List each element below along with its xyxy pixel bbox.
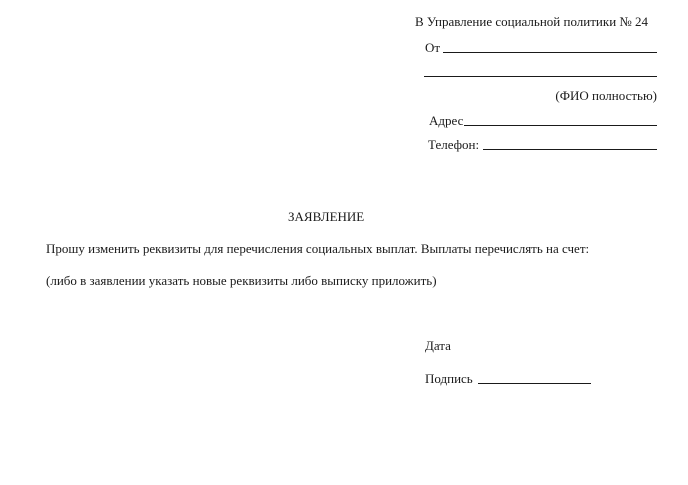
date-label: Дата: [425, 338, 451, 353]
note-text: (либо в заявлении указать новые реквизиты либо выписку приложить): [46, 273, 437, 288]
signature-blank-line: [478, 383, 591, 384]
from-blank-line: [443, 52, 657, 53]
fio-note: (ФИО полностью): [555, 88, 657, 103]
document-title: ЗАЯВЛЕНИЕ: [288, 209, 365, 224]
request-text: Прошу изменить реквизиты для перечисления социальных выплат. Выплаты перечислять на счет:: [46, 241, 590, 256]
phone-blank-line: [483, 149, 657, 150]
address-label: Адрес: [429, 113, 464, 128]
address-blank-line: [464, 125, 657, 126]
from-label: От: [425, 40, 441, 55]
signature-label: Подпись: [425, 371, 473, 386]
recipient-line: В Управление социальной политики № 24: [415, 14, 649, 29]
phone-label: Телефон:: [428, 137, 480, 152]
fio-blank-line: [424, 76, 657, 77]
